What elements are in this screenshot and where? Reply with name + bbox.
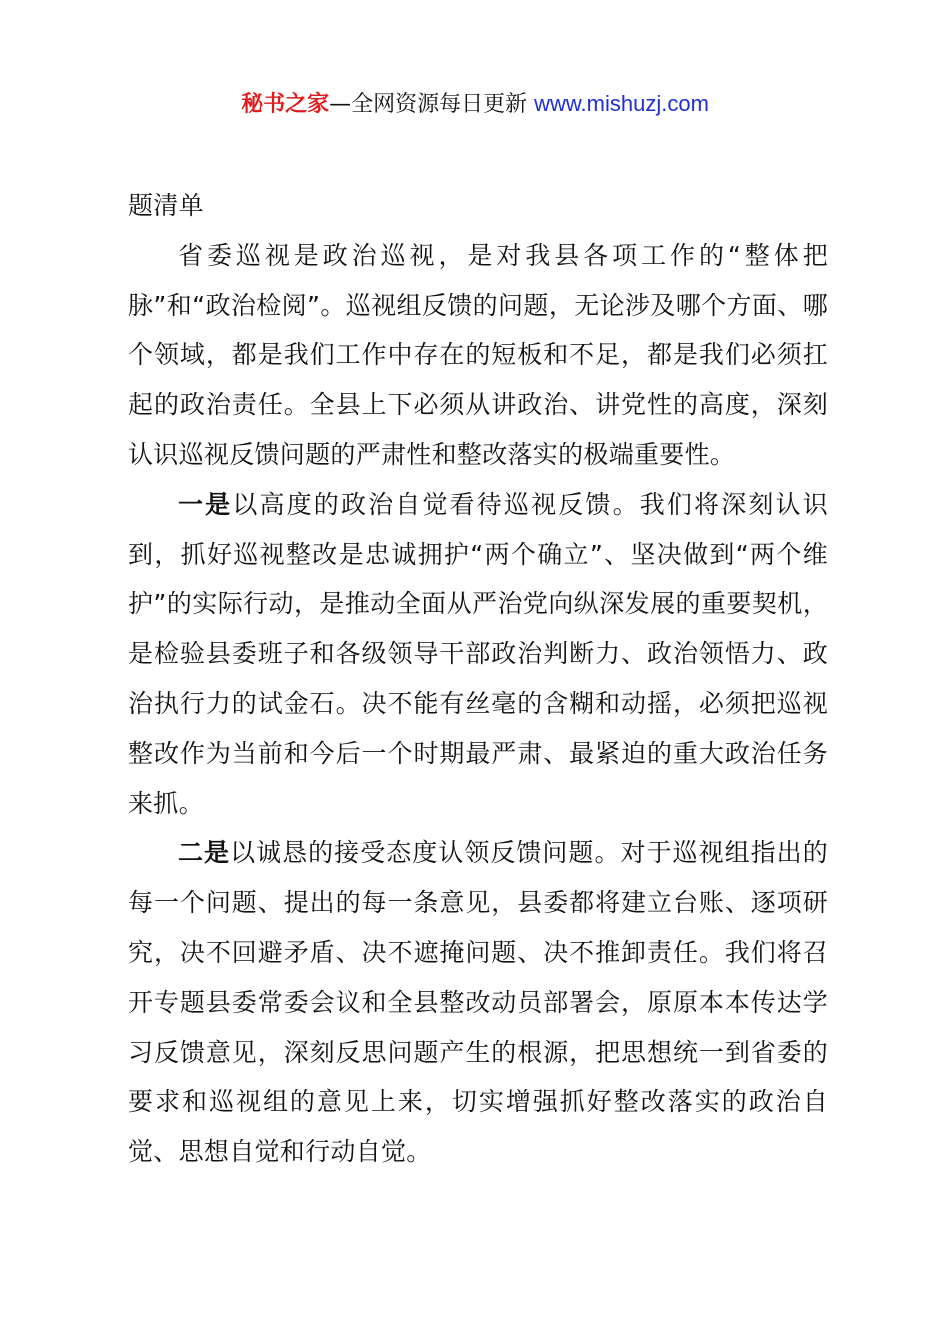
header-slogan: 全网资源每日更新 (351, 92, 528, 117)
paragraph-1: 省委巡视是政治巡视，是对我县各项工作的“整体把脉”和“政治检阅”。巡视组反馈的问题，无论涉及哪个方面、哪个领域，都是我们工作中存在的短板和不足，都是我们必须扛起的政治责任。全县上下必须从讲政治、讲党性的高度，深刻认识巡视反馈问题的严肃性和整改落实的极端重要性。 (128, 240, 828, 469)
fragment-line: 题清单 (128, 191, 204, 220)
paragraph-2-lead: 一是 (178, 489, 233, 519)
paragraph-3 (128, 828, 828, 1177)
header-separator: — (329, 92, 352, 117)
paragraph-2-text: 以高度的政治自觉看待巡视反馈。我们将深刻认识到，抓好巡视整改是忠诚拥护“两个确立”、坚决做到“两个维护”的实际行动，是推动全面从严治党向纵深发展的重要契机，是检验县委班子和各级领导干部政治判断力、政治领悟力、政治执行力的试金石。决不能有丝毫的含糊和动摇，必须把巡视整改作为当前和今后一个时期最严肃、最紧迫的重大政治任务来抓。 (128, 489, 828, 818)
paragraph-3-text: 以诚恳的接受态度认领反馈问题。对于巡视组指出的每一个问题、提出的每一条意见，县委都将建立台账、逐项研究，决不回避矛盾、决不遮掩问题、决不推卸责任。我们将召开专题县委常委会议和全县整改动员部署会，原原本本传达学习反馈意见，深刻反思问题产生的根源，把思想统一到省委的要求和巡视组的意见上来，切实增强抓好整改落实的政治自觉、思想自觉和行动自觉。 (128, 838, 828, 1167)
site-url-link[interactable]: www.mishuzj.com (534, 91, 709, 116)
brand-name: 秘书之家 (241, 92, 330, 117)
paragraph-2 (128, 480, 828, 829)
document-body (128, 181, 828, 1177)
paragraph-3-lead: 二是 (178, 838, 231, 868)
site-header (0, 86, 950, 123)
